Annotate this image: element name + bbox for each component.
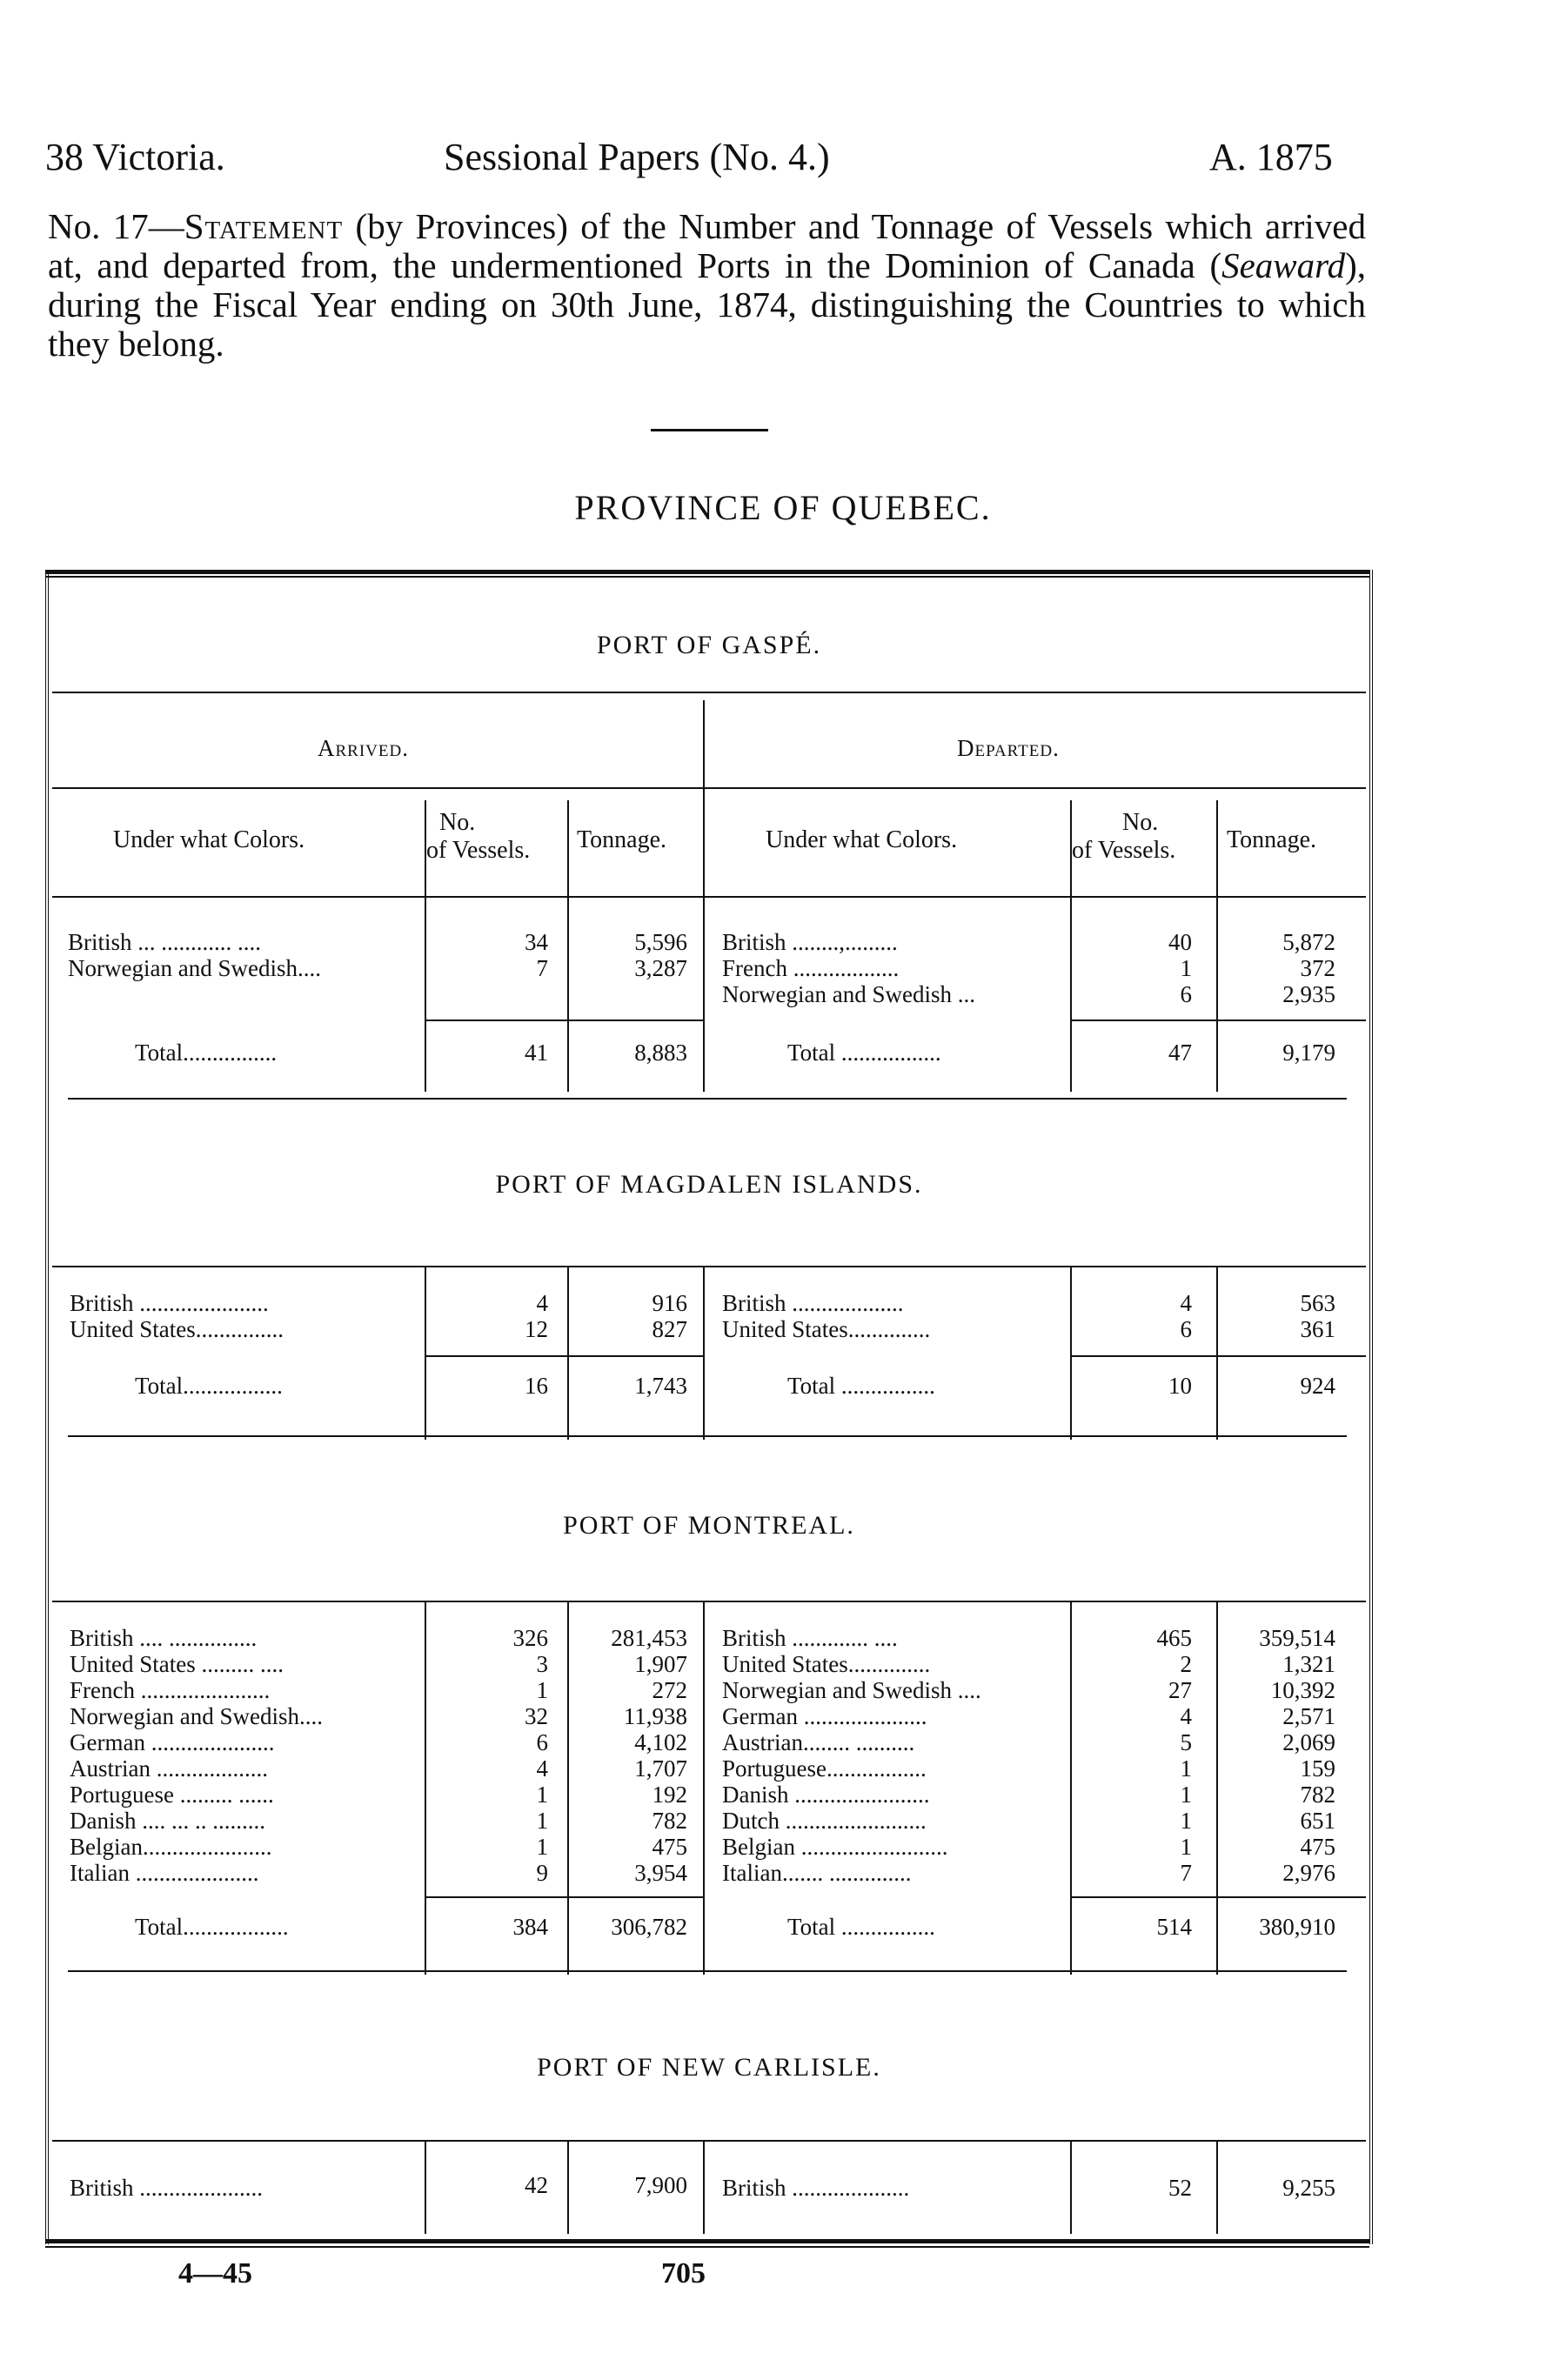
tonnage: 2,069: [1282, 1729, 1335, 1755]
table-frame: [45, 570, 1373, 2244]
count: 6: [1180, 1316, 1192, 1342]
col-tonnage-arrived: Tonnage.: [577, 826, 667, 853]
count: 9: [536, 1860, 548, 1886]
divider: [703, 2140, 705, 2234]
tonnage: 651: [1300, 1808, 1335, 1834]
divider: [425, 1266, 426, 1440]
count: 52: [1168, 2175, 1192, 2201]
rule: [68, 1435, 1347, 1437]
tonnage: 11,938: [623, 1703, 687, 1729]
list-item: German .....................: [722, 1703, 927, 1729]
divider: [703, 700, 705, 1092]
rule: [52, 1266, 1366, 1267]
divider: [567, 2140, 569, 2234]
tonnage: 916: [652, 1290, 687, 1316]
list-item: United States ......... ....: [70, 1651, 284, 1677]
sheet-signature: 4—45: [178, 2257, 252, 2290]
tonnage: 1,707: [634, 1755, 687, 1782]
rule: [52, 787, 1366, 789]
rule: [425, 1355, 703, 1357]
statement-title: [48, 207, 1366, 364]
total-tonnage: 1,743: [634, 1373, 687, 1399]
list-item: Danish .... ... .. .........: [70, 1808, 265, 1834]
list-item: Portuguese.................: [722, 1755, 927, 1782]
port-title-montreal: PORT OF MONTREAL.: [563, 1511, 855, 1540]
list-item: Norwegian and Swedish ...: [722, 981, 975, 1007]
total-tonnage: 8,883: [634, 1040, 687, 1066]
divider: [1216, 800, 1218, 1092]
rule: [1070, 1020, 1366, 1021]
tonnage: 827: [652, 1316, 687, 1342]
running-head-right: A. 1875: [1209, 136, 1333, 178]
count: 1: [1180, 955, 1192, 981]
total-tonnage: 924: [1300, 1373, 1335, 1399]
count: 1: [536, 1677, 548, 1703]
total-label: Total ................: [787, 1373, 935, 1399]
total-count: 384: [512, 1914, 548, 1940]
list-item: British ......................: [70, 1290, 269, 1316]
count: 3: [536, 1651, 548, 1677]
list-item: Norwegian and Swedish ....: [722, 1677, 981, 1703]
count: 4: [536, 1290, 548, 1316]
col-colors-arrived: Under what Colors.: [113, 826, 305, 853]
list-item: British ...................: [722, 1290, 904, 1316]
list-item: Danish .......................: [722, 1782, 930, 1808]
total-count: 16: [525, 1373, 548, 1399]
list-item: British ... ............ ....: [68, 929, 262, 955]
count: 42: [525, 2172, 548, 2198]
total-count: 10: [1168, 1373, 1192, 1399]
tonnage: 192: [652, 1782, 687, 1808]
divider: [1070, 1601, 1072, 1975]
tonnage: 5,596: [634, 929, 687, 955]
total-label: Total..................: [135, 1914, 289, 1940]
statement-label: Statement: [184, 206, 344, 246]
table-top-rule: [45, 570, 1369, 578]
tonnage: 3,287: [634, 955, 687, 981]
list-item: United States..............: [722, 1316, 931, 1342]
tonnage: 9,255: [1282, 2175, 1335, 2201]
list-item: British ....................: [722, 2175, 910, 2201]
tonnage: 475: [652, 1834, 687, 1860]
divider: [1216, 1266, 1218, 1440]
list-item: Portuguese ......... ......: [70, 1782, 274, 1808]
list-item: United States...............: [70, 1316, 284, 1342]
tonnage: 2,976: [1282, 1860, 1335, 1886]
tonnage: 361: [1300, 1316, 1335, 1342]
list-item: German .....................: [70, 1729, 275, 1755]
tonnage: 1,321: [1282, 1651, 1335, 1677]
tonnage: 3,954: [634, 1860, 687, 1886]
tonnage: 782: [1300, 1782, 1335, 1808]
list-item: Belgian......................: [70, 1834, 272, 1860]
col-colors-departed: Under what Colors.: [766, 826, 958, 853]
running-head-left: 38 Victoria.: [45, 136, 225, 178]
list-item: Belgian .........................: [722, 1834, 948, 1860]
divider: [703, 1601, 705, 1975]
province-heading: PROVINCE OF QUEBEC.: [574, 488, 992, 527]
tonnage: 2,571: [1282, 1703, 1335, 1729]
count: 1: [1180, 1782, 1192, 1808]
tonnage: 782: [652, 1808, 687, 1834]
total-label: Total .................: [787, 1040, 941, 1066]
rule: [425, 1020, 703, 1021]
count: 4: [536, 1755, 548, 1782]
tonnage: 1,907: [634, 1651, 687, 1677]
list-item: Austrian ...................: [70, 1755, 268, 1782]
total-count: 47: [1168, 1040, 1192, 1066]
list-item: Austrian........ ..........: [722, 1729, 915, 1755]
arrived-heading: Arrived.: [318, 735, 409, 761]
rule: [68, 1970, 1347, 1972]
rule: [68, 1098, 1347, 1100]
count: 465: [1156, 1625, 1192, 1651]
port-title-gaspe: PORT OF GASPÉ.: [596, 631, 822, 659]
col-vessels-departed: of Vessels.: [1072, 837, 1176, 864]
count: 6: [536, 1729, 548, 1755]
tonnage: 281,453: [611, 1625, 687, 1651]
tonnage: 7,900: [634, 2172, 687, 2198]
statement-text-end: ), during the Fiscal Year ending on 30th June, 1874, distinguishing the Countries to which they belong.: [48, 245, 1366, 364]
count: 32: [525, 1703, 548, 1729]
running-head-center: Sessional Papers (No. 4.): [444, 136, 830, 178]
tonnage: 475: [1300, 1834, 1335, 1860]
tonnage: 563: [1300, 1290, 1335, 1316]
count: 1: [536, 1834, 548, 1860]
list-item: Italian .....................: [70, 1860, 259, 1886]
divider: [425, 800, 426, 1092]
count: 4: [1180, 1703, 1192, 1729]
divider: [567, 800, 569, 1092]
count: 1: [1180, 1834, 1192, 1860]
total-label: Total................: [135, 1040, 278, 1066]
list-item: Italian....... ..............: [722, 1860, 912, 1886]
count: 2: [1180, 1651, 1192, 1677]
list-item: British ............. ....: [722, 1625, 898, 1651]
rule: [52, 2140, 1366, 2142]
port-title-magdalen: PORT OF MAGDALEN ISLANDS.: [495, 1170, 923, 1199]
count: 7: [536, 955, 548, 981]
list-item: United States..............: [722, 1651, 931, 1677]
tonnage: 159: [1300, 1755, 1335, 1782]
total-tonnage: 9,179: [1282, 1040, 1335, 1066]
list-item: Norwegian and Swedish....: [70, 1703, 323, 1729]
tonnage: 4,102: [634, 1729, 687, 1755]
divider: [1070, 1266, 1072, 1440]
count: 34: [525, 929, 548, 955]
page-number: 705: [661, 2257, 706, 2290]
total-tonnage: 380,910: [1259, 1914, 1335, 1940]
divider: [703, 1266, 705, 1440]
list-item: British ........,.........: [722, 929, 898, 955]
list-item: Dutch ........................: [722, 1808, 927, 1834]
count: 5: [1180, 1729, 1192, 1755]
rule: [52, 896, 1366, 898]
count: 1: [1180, 1808, 1192, 1834]
divider: [1070, 2140, 1072, 2234]
total-count: 41: [525, 1040, 548, 1066]
col-tonnage-departed: Tonnage.: [1227, 826, 1317, 853]
count: 326: [512, 1625, 548, 1651]
title-rule: [651, 429, 768, 431]
count: 40: [1168, 929, 1192, 955]
list-item: British .....................: [70, 2175, 264, 2201]
col-no-arrived: No.: [439, 809, 476, 836]
divider: [567, 1266, 569, 1440]
col-vessels-arrived: of Vessels.: [426, 837, 531, 864]
divider: [425, 2140, 426, 2234]
total-label: Total ................: [787, 1914, 935, 1940]
list-item: French ......................: [70, 1677, 271, 1703]
total-count: 514: [1156, 1914, 1192, 1940]
count: 4: [1180, 1290, 1192, 1316]
count: 6: [1180, 981, 1192, 1007]
table-bottom-rule: [45, 2239, 1369, 2248]
tonnage: 272: [652, 1677, 687, 1703]
rule: [425, 1896, 703, 1898]
count: 1: [536, 1782, 548, 1808]
divider: [567, 1601, 569, 1975]
divider: [1070, 800, 1072, 1092]
rule: [52, 1601, 1366, 1602]
divider: [425, 1601, 426, 1975]
rule: [1070, 1896, 1366, 1898]
tonnage: 372: [1300, 955, 1335, 981]
count: 12: [525, 1316, 548, 1342]
port-title-carlisle: PORT OF NEW CARLISLE.: [537, 2053, 881, 2082]
total-tonnage: 306,782: [611, 1914, 687, 1940]
list-item: Norwegian and Swedish....: [68, 955, 321, 981]
tonnage: 5,872: [1282, 929, 1335, 955]
divider: [1216, 1601, 1218, 1975]
count: 27: [1168, 1677, 1192, 1703]
count: 1: [536, 1808, 548, 1834]
statement-italic: Seaward: [1221, 245, 1346, 285]
tonnage: 10,392: [1270, 1677, 1335, 1703]
list-item: British .... ...............: [70, 1625, 258, 1651]
rule: [52, 692, 1366, 693]
tonnage: 2,935: [1282, 981, 1335, 1007]
col-no-departed: No.: [1122, 809, 1159, 836]
tonnage: 359,514: [1259, 1625, 1335, 1651]
statement-text: (by Provinces) of the Number and Tonnage of Vessels which arrived at, and departed from, the undermentioned Ports in the Dominion of Canada (: [48, 206, 1366, 285]
departed-heading: Departed.: [957, 735, 1060, 761]
divider: [1216, 2140, 1218, 2234]
count: 1: [1180, 1755, 1192, 1782]
total-label: Total.................: [135, 1373, 283, 1399]
count: 7: [1180, 1860, 1192, 1886]
list-item: French ..................: [722, 955, 900, 981]
rule: [1070, 1355, 1366, 1357]
statement-number: No. 17—: [48, 206, 184, 246]
